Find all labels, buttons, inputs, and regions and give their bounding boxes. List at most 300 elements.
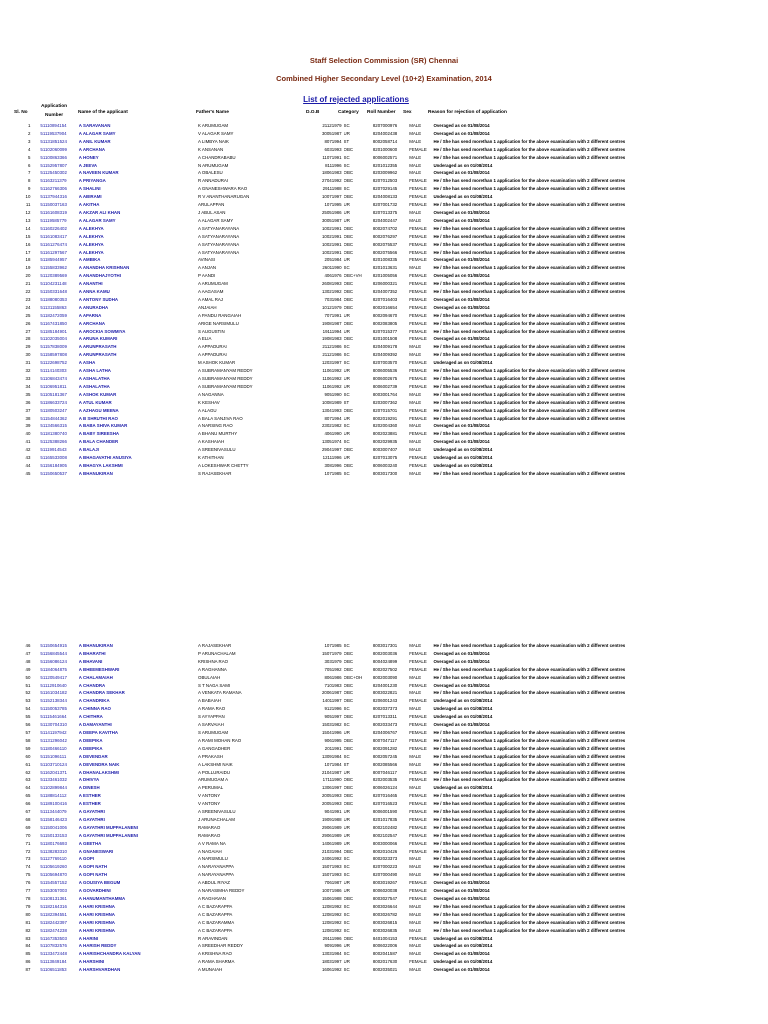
cell-father-name: A AMAL RAJ (198, 296, 224, 302)
cell-roll-number: 8207016403 (372, 296, 398, 302)
cell-application-number: 51182164316 (40, 903, 67, 909)
cell-father-name: A RAGHANNA (198, 666, 227, 672)
cell-dob: 15071993 (321, 864, 342, 870)
cell-sex: FEMALE (409, 296, 427, 302)
cell-reason: Underaged as on 01/08/2014 (433, 935, 493, 941)
cell-reason: He / She has send morethan 1 application for the above examination with 2 different centres (433, 919, 626, 925)
cell-father-name: J ARUNACHALAM (198, 816, 235, 822)
cell-father-name: A NARSIMULU (198, 856, 228, 862)
cell-sex: FEMALE (409, 304, 427, 310)
cell-reason: Underaged as on 01/08/2014 (433, 785, 493, 791)
cell-roll-number: 8003017301 (372, 643, 398, 648)
cell-roll-number: 8002029935 (372, 439, 398, 445)
cell-roll-number: 8204002447 (372, 217, 398, 223)
cell-sl-no: 42 (25, 447, 31, 453)
cell-reason: He / She has send morethan 1 application for the above examination with 2 different centres (433, 241, 626, 247)
cell-sex: MALE (409, 423, 422, 429)
cell-applicant-name: A GAYATHRI MUPPALANENI (78, 832, 138, 838)
cell-sl-no: 8 (27, 178, 31, 184)
cell-father-name: A SATYANARAYANA (198, 225, 240, 231)
table-row (0, 658, 768, 666)
col-roll-number: Roll Number (367, 110, 396, 115)
cell-father-name: A C BAZARAMMA (198, 919, 235, 925)
cell-applicant-name: A ARCHANA (78, 320, 106, 326)
cell-dob: 29061989 (321, 832, 342, 838)
cell-father-name: A C BAZARAPPA (198, 903, 233, 909)
cell-sex: FEMALE (409, 801, 427, 807)
cell-application-number: 51155833962 (40, 265, 67, 271)
table-row (0, 146, 768, 154)
cell-reason: Overaged as on 01/08/2014 (433, 722, 490, 728)
cell-category: UR (343, 130, 350, 136)
table-row (0, 840, 768, 848)
cell-father-name: A RAMA SHARMA (198, 959, 235, 965)
cell-dob: 21031994 (321, 848, 342, 854)
cell-dob: 8061986 (324, 674, 342, 680)
table-row (0, 422, 768, 430)
table-row (0, 169, 768, 177)
table-row (0, 233, 768, 241)
cell-application-number: 51154844362 (40, 415, 67, 421)
cell-category: SC (343, 352, 350, 358)
cell-reason: Underaged as on 01/08/2014 (433, 162, 493, 168)
cell-applicant-name: A BHARATHI (78, 650, 106, 656)
cell-reason: He / She has send morethan 1 application for the above examination with 2 different centres (433, 320, 626, 326)
cell-application-number: 51119537904 (40, 130, 67, 136)
cell-applicant-name: A GEETHA (78, 840, 102, 846)
cell-category: OBC (343, 666, 354, 672)
cell-roll-number: 8204006767 (372, 729, 398, 735)
cell-reason: He / She has send morethan 1 application for the above examination with 2 different centres (433, 312, 626, 318)
cell-father-name: A POLLURAIDU (198, 769, 230, 775)
cell-applicant-name: A ANIL KUMAR (78, 138, 111, 144)
cell-roll-number: 8006001590 (372, 809, 398, 815)
cell-father-name: S AUGUSTIN (198, 328, 225, 334)
cell-sex: FEMALE (409, 368, 427, 374)
cell-applicant-name: A HARSHVARDHAN (78, 967, 121, 973)
cell-father-name: A VENKATA RAMANA (198, 690, 242, 696)
cell-sex: FEMALE (409, 225, 427, 231)
cell-applicant-name: A AKZAR ALI KHAN (78, 209, 121, 215)
cell-application-number: 51127769110 (40, 856, 67, 862)
cell-dob: 3031979 (324, 658, 342, 664)
cell-sl-no: 38 (25, 415, 31, 421)
cell-applicant-name: A DEEPIKA (78, 745, 103, 751)
cell-sl-no: 54 (25, 706, 31, 712)
cell-roll-number: 8207013075 (372, 455, 398, 461)
cell-applicant-name: A ASHALATHA (78, 383, 110, 389)
cell-category: OBC (343, 848, 354, 854)
cell-sex: MALE (409, 138, 422, 144)
cell-category: SC (343, 643, 350, 648)
cell-roll-number: 8003022821 (372, 690, 398, 696)
table-row (0, 966, 768, 974)
cell-applicant-name: A AMBIKA (78, 257, 101, 263)
cell-dob: 29111996 (322, 935, 342, 941)
cell-category: UR (343, 376, 350, 381)
cell-reason: Overaged as on 01/08/2014 (433, 336, 490, 342)
cell-father-name: RAMARAO (198, 832, 221, 838)
cell-sl-no: 67 (25, 809, 31, 815)
cell-application-number: 51180176693 (40, 840, 67, 846)
cell-sl-no: 63 (25, 777, 31, 783)
cell-father-name: S AYYAPPAN (198, 714, 225, 720)
table-row (0, 209, 768, 217)
cell-applicant-name: A BHANUKIRAN (78, 643, 113, 648)
cell-dob: 19111994 (322, 328, 342, 334)
cell-application-number: 51107832576 (40, 943, 67, 949)
cell-reason: He / She has send morethan 1 application for the above examination with 2 different centres (433, 431, 626, 437)
cell-applicant-name: A DINESH (78, 785, 100, 791)
cell-applicant-name: A GOUSIYA BEGUM (78, 880, 121, 886)
cell-sex: MALE (409, 785, 422, 791)
cell-applicant-name: A CHANDRIKA (78, 698, 110, 704)
cell-roll-number: 8201013631 (372, 265, 398, 271)
cell-application-number: 51134566315 (40, 423, 67, 429)
cell-sex: FEMALE (409, 959, 427, 965)
cell-sl-no: 77 (25, 888, 31, 894)
col-application-line1: Application (41, 104, 68, 109)
cell-sex: FEMALE (409, 666, 427, 672)
table-row (0, 470, 768, 478)
table-row (0, 256, 768, 264)
cell-applicant-name: A CHINNA RAO (78, 706, 111, 712)
cell-reason: He / She has send morethan 1 application for the above examination with 2 different centres (433, 352, 626, 358)
cell-father-name: A SATYANARAYANA (198, 249, 240, 255)
cell-roll-number: 8207013375 (372, 209, 398, 215)
cell-sex: MALE (409, 951, 422, 957)
cell-reason: He / She has send morethan 1 application for the above examination with 2 different centres (433, 225, 626, 231)
cell-application-number: 51106843474 (40, 376, 67, 381)
cell-reason: He / She has send morethan 1 application for the above examination with 2 different centres (433, 745, 626, 751)
cell-father-name: A LAKSHMI NAIK (198, 761, 233, 767)
cell-roll-number: 8204009178 (372, 344, 398, 350)
cell-application-number: 51188814112 (40, 793, 67, 799)
cell-applicant-name: A AKITHA (78, 202, 100, 208)
cell-dob: 8111996 (325, 162, 342, 168)
cell-applicant-name: A BHANUKIRAN (78, 470, 113, 476)
cell-father-name: ANJAIAH (198, 304, 217, 310)
cell-sex: FEMALE (409, 241, 427, 247)
cell-reason: He / She has send morethan 1 application for the above examination with 2 different centres (433, 643, 626, 648)
cell-application-number: 51104231148 (40, 281, 67, 287)
cell-applicant-name: A ASHA (78, 360, 96, 366)
cell-father-name: S T NAGA SAMI (198, 682, 231, 688)
cell-applicant-name: A GAYATHRI (78, 809, 105, 815)
table-row (0, 935, 768, 943)
cell-roll-number: 8002075537 (372, 241, 398, 247)
cell-category: UR (343, 312, 350, 318)
cell-dob: 20051993 (321, 801, 342, 807)
cell-category: SC (343, 722, 350, 728)
cell-sl-no: 49 (25, 666, 31, 672)
cell-reason: Overaged as on 01/08/2014 (433, 682, 490, 688)
cell-sex: MALE (409, 911, 422, 917)
cell-roll-number: 8002027502 (372, 666, 398, 672)
table-row (0, 438, 768, 446)
cell-sex: MALE (409, 154, 422, 160)
cell-sex: FEMALE (409, 722, 427, 728)
cell-father-name: A OBALESU (198, 170, 223, 176)
cell-roll-number: 8201008335 (372, 257, 398, 263)
cell-sex: FEMALE (409, 745, 427, 751)
cell-sex: FEMALE (409, 360, 427, 366)
cell-reason: He / She has send morethan 1 application for the above examination with 2 different centres (433, 737, 626, 743)
cell-applicant-name: A ATUL KUMAR (78, 399, 112, 405)
cell-reason: He / She has send morethan 1 application for the above examination with 2 different centres (433, 383, 626, 389)
cell-application-number: 51182474238 (40, 927, 67, 933)
cell-application-number: 51182472059 (40, 312, 67, 318)
cell-category: SC (343, 951, 350, 957)
table-row (0, 769, 768, 777)
cell-applicant-name: A CHITHRA (78, 714, 103, 720)
cell-application-number: 51150041006 (40, 824, 67, 830)
cell-application-number: 51188080353 (40, 296, 67, 302)
table-row (0, 288, 768, 296)
cell-father-name: A KRISHNA RAO (198, 951, 232, 957)
cell-category: OBC (343, 225, 354, 231)
cell-roll-number: 8207029145 (372, 186, 398, 192)
cell-category: OBC (343, 785, 354, 791)
cell-category: OBC (343, 281, 354, 287)
cell-sex: FEMALE (409, 146, 427, 152)
table-row (0, 911, 768, 919)
cell-roll-number: 8002037373 (372, 706, 398, 712)
cell-roll-number: 8207000490 (372, 872, 398, 878)
cell-sex: FEMALE (409, 462, 427, 468)
cell-category: UR (343, 816, 350, 822)
cell-father-name: A MUNAIAH (198, 967, 223, 973)
cell-sl-no: 66 (25, 801, 31, 807)
cell-applicant-name: A AZHAGU MEENA (78, 407, 119, 413)
cell-applicant-name: A ARUNPRASATH (78, 352, 117, 358)
cell-application-number: 51131155863 (40, 304, 67, 310)
cell-category: OBC (343, 690, 354, 696)
cell-reason: Overaged as on 01/08/2014 (433, 967, 490, 973)
cell-applicant-name: A ANANDHAJYOTHI (78, 273, 121, 279)
cell-dob: 4061976 (324, 273, 342, 279)
col-reason: Reason for rejection of application (428, 110, 507, 115)
cell-applicant-name: A HARINI (78, 935, 99, 941)
cell-reason: He / She has send morethan 1 application for the above examination with 2 different centres (433, 856, 626, 862)
cell-application-number: 51180466110 (40, 745, 67, 751)
cell-category: OBC (343, 249, 354, 255)
cell-application-number: 51150037163 (40, 202, 67, 208)
cell-sl-no: 3 (27, 138, 31, 144)
table-row (0, 272, 768, 280)
cell-applicant-name: A BHAVANI (78, 658, 103, 664)
cell-category: UR (343, 888, 350, 894)
cell-category: UR (343, 840, 350, 846)
cell-category: OBC (343, 170, 354, 176)
cell-applicant-name: A AROCKIA SOWMIYA (78, 328, 126, 334)
cell-application-number: 51157838009 (40, 344, 67, 350)
cell-applicant-name: A GOVARDHINI (78, 888, 111, 894)
cell-father-name: S RAJASEKHAR (198, 470, 232, 476)
cell-dob: 23021982 (321, 423, 342, 429)
cell-sex: MALE (409, 967, 422, 973)
cell-father-name: A APPADURAI (198, 344, 227, 350)
cell-sl-no: 12 (25, 209, 31, 215)
cell-applicant-name: A DHANALAKSHMI (78, 769, 119, 775)
cell-applicant-name: A ASHALATHA (78, 376, 110, 381)
cell-roll-number: 8002023881 (372, 431, 398, 437)
cell-dob: 11061992 (322, 368, 342, 374)
cell-applicant-name: A GOPI NATH (78, 872, 108, 878)
table-row (0, 225, 768, 233)
cell-father-name: A BALA SANJIVA RAO (198, 415, 243, 421)
cell-dob: 29111988 (322, 186, 342, 192)
cell-applicant-name: A HARI KRISHNA (78, 911, 115, 917)
cell-sl-no: 31 (25, 360, 31, 366)
cell-roll-number: 8002083805 (372, 320, 398, 326)
cell-sex: FEMALE (409, 682, 427, 688)
cell-roll-number: 8006026124 (372, 785, 398, 791)
cell-sl-no: 25 (25, 312, 31, 318)
cell-sl-no: 1 (27, 123, 31, 128)
cell-sex: FEMALE (409, 935, 427, 941)
cell-dob: 19081983 (321, 336, 342, 342)
cell-dob: 8071994 (324, 415, 342, 421)
cell-sl-no: 50 (25, 674, 31, 680)
cell-dob: 12031997 (321, 360, 342, 366)
cell-sex: MALE (409, 919, 422, 925)
cell-father-name: A NARAYANAPPA (198, 872, 234, 878)
cell-reason: He / She has send morethan 1 application for the above examination with 2 different centres (433, 729, 626, 735)
table-row (0, 138, 768, 146)
table-row (0, 863, 768, 871)
cell-category: SC (343, 967, 350, 973)
cell-sex: MALE (409, 643, 422, 648)
table-row (0, 753, 768, 761)
cell-applicant-name: A GAYATHRI MUPPALANENI (78, 824, 138, 830)
cell-roll-number: 8204002438 (372, 130, 398, 136)
cell-category: OBC (343, 194, 354, 200)
cell-reason: He / She has send morethan 1 application for the above examination with 2 different centres (433, 233, 626, 239)
cell-roll-number: 8207000223 (372, 864, 398, 870)
cell-roll-number: 8003001764 (372, 391, 398, 397)
table-row (0, 855, 768, 863)
table-row (0, 848, 768, 856)
cell-dob: 7031984 (324, 296, 342, 302)
cell-reason: He / She has send morethan 1 application for the above examination with 2 different centres (433, 816, 626, 822)
cell-roll-number: 8202003535 (372, 777, 398, 783)
cell-application-number: 51131296042 (40, 737, 67, 743)
cell-reason: Underaged as on 01/08/2014 (433, 360, 493, 366)
cell-application-number: 51154557152 (40, 880, 67, 886)
cell-reason: Overaged as on 01/08/2014 (433, 217, 490, 223)
cell-sl-no: 32 (25, 368, 31, 374)
organisation-title: Staff Selection Commission (SR) Chennai (309, 56, 459, 65)
table-row (0, 927, 768, 935)
cell-category: OBC (343, 698, 354, 704)
cell-dob: 12081992 (321, 903, 342, 909)
table-row (0, 879, 768, 887)
cell-category: SC (343, 903, 350, 909)
cell-application-number: 51150650537 (40, 470, 67, 476)
cell-father-name: A SATYANARAYANA (198, 233, 240, 239)
table-row (0, 950, 768, 958)
cell-reason: He / She has send morethan 1 application for the above examination with 2 different centres (433, 470, 626, 476)
cell-sex: MALE (409, 399, 422, 405)
cell-father-name: A NAGAIAH (198, 848, 222, 854)
cell-roll-number: 8006005536 (372, 368, 398, 374)
cell-category: UR (343, 415, 350, 421)
cell-category: OBC (343, 296, 354, 302)
cell-father-name: A NARASIMHA REDDY (198, 888, 245, 894)
cell-reason: He / She has send morethan 1 application for the above examination with 2 different centres (433, 674, 626, 680)
cell-category: SC (343, 162, 350, 168)
cell-dob: 25051986 (321, 209, 342, 215)
cell-reason: He / She has send morethan 1 application for the above examination with 2 different centres (433, 927, 626, 933)
cell-reason: He / She has send morethan 1 application for the above examination with 2 different centres (433, 249, 626, 255)
cell-roll-number: 8003027547 (372, 896, 398, 901)
cell-dob: 2051984 (324, 257, 342, 263)
cell-category: OBC (343, 336, 354, 342)
cell-father-name: A RAGHAVAN (198, 896, 226, 901)
cell-reason: He / She has send morethan 1 application for the above examination with 2 different centres (433, 154, 626, 160)
cell-application-number: 51158597808 (40, 352, 67, 358)
cell-father-name: OBULAIAH (198, 674, 221, 680)
cell-application-number: 51152957807 (40, 162, 67, 168)
cell-sl-no: 15 (25, 233, 31, 239)
cell-roll-number: 8003026815 (372, 919, 398, 925)
cell-category: UR (343, 769, 350, 775)
cell-application-number: 51158146423 (40, 816, 67, 822)
cell-sl-no: 20 (25, 273, 31, 279)
cell-dob: 15041996 (321, 729, 342, 735)
cell-sex: MALE (409, 927, 422, 933)
cell-category: ST (343, 399, 350, 405)
cell-dob: 19081987 (321, 320, 342, 326)
cell-reason: Underaged as on 01/08/2014 (433, 455, 493, 461)
cell-father-name: A GANGADHER (198, 745, 231, 751)
cell-dob: 12081992 (321, 927, 342, 933)
cell-sl-no: 17 (25, 249, 31, 255)
cell-sex: FEMALE (409, 431, 427, 437)
cell-application-number: 51133472448 (40, 951, 67, 957)
cell-dob: 7061987 (324, 880, 342, 886)
cell-sex: FEMALE (409, 455, 427, 461)
cell-sex: FEMALE (409, 281, 427, 287)
cell-father-name: A SARVAIAH (198, 722, 224, 728)
cell-dob: 13031984 (321, 951, 342, 957)
table-row (0, 674, 768, 682)
cell-category: UR (343, 729, 350, 735)
cell-applicant-name: A SARAVANAN (78, 123, 111, 128)
table-row (0, 745, 768, 753)
col-category: Category (338, 110, 359, 115)
cell-applicant-name: A APARNA (78, 312, 102, 318)
table-row (0, 958, 768, 966)
cell-sl-no: 44 (25, 462, 31, 468)
cell-applicant-name: A ALEKHYA (78, 249, 104, 255)
cell-sl-no: 52 (25, 690, 31, 696)
cell-sl-no: 35 (25, 391, 31, 397)
cell-application-number: 51100863366 (40, 154, 67, 160)
cell-reason: Underaged as on 01/08/2014 (433, 447, 493, 453)
cell-category: OBC (343, 146, 354, 152)
cell-application-number: 51108131361 (40, 896, 67, 901)
cell-category: OBC (343, 935, 354, 941)
cell-reason: Overaged as on 01/08/2014 (433, 439, 490, 445)
cell-reason: Overaged as on 01/08/2014 (433, 273, 490, 279)
cell-reason: Overaged as on 01/08/2014 (433, 209, 490, 215)
cell-applicant-name: A GOPI (78, 856, 95, 862)
cell-father-name: RAMARAO (198, 824, 221, 830)
cell-applicant-name: A CHANDRA SEKHAR (78, 690, 125, 696)
cell-reason: He / She has send morethan 1 application for the above examination with 2 different centres (433, 793, 626, 799)
